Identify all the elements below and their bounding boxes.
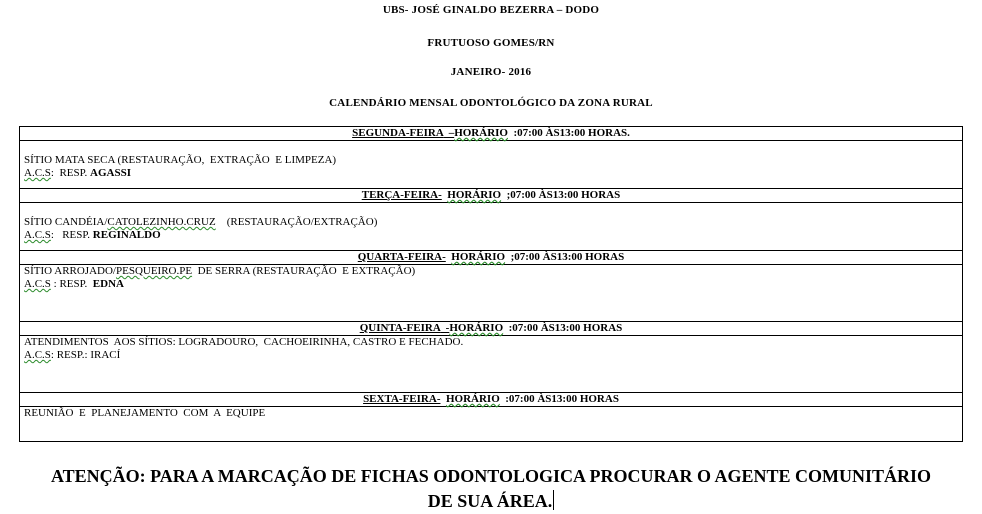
location-text-rest: (RESTAURAÇÃO/EXTRAÇÃO) xyxy=(215,216,378,228)
acs-resp-name: REGINALDO xyxy=(92,229,161,241)
day-time: :07:00 ÀS13:00 HORAS xyxy=(499,393,619,405)
location-text-marked: CATOLEZINHO.CRUZ xyxy=(107,216,216,228)
day-header-monday xyxy=(20,127,963,141)
location-text: SÍTIO ARROJADO/ xyxy=(24,265,116,277)
header-month: JANEIRO- 2016 xyxy=(450,66,532,78)
day-body-row xyxy=(20,141,963,189)
day-header-row xyxy=(20,189,963,203)
acs-line xyxy=(24,229,958,242)
location-text: SÍTIO MATA SECA (RESTAURAÇÃO, EXTRAÇÃO E LIMPEZA) xyxy=(24,154,337,166)
horario-word: HORÁRIO xyxy=(445,393,500,405)
day-time: ;07:00 ÀS13:00 HORAS xyxy=(505,251,625,263)
location-line xyxy=(24,336,958,349)
location-line xyxy=(24,154,958,167)
horario-word: HORÁRIO xyxy=(454,127,508,139)
horario-word: HORÁRIO xyxy=(447,189,502,201)
day-name: QUINTA-FEIRA xyxy=(359,322,441,334)
day-body-monday xyxy=(20,141,963,189)
location-line xyxy=(24,407,958,420)
day-time: :07:00 ÀS13:00 HORAS. xyxy=(507,127,630,139)
acs-resp-label: : RESP. xyxy=(50,229,93,241)
location-text-rest: DE SERRA (RESTAURAÇÃO E EXTRAÇÃO) xyxy=(192,265,416,277)
notice-line-1: ATENÇÃO: PARA A MARCAÇÃO DE FICHAS ODONTOLOGICA PROCURAR O AGENTE COMUNITÁRIO xyxy=(50,466,932,486)
day-body-friday xyxy=(20,407,963,442)
day-body-wednesday xyxy=(20,265,963,322)
location-line xyxy=(24,265,958,278)
day-body-row xyxy=(20,336,963,393)
day-name: SEXTA-FEIRA- xyxy=(363,393,441,405)
header-calendar-title: CALENDÁRIO MENSAL ODONTOLÓGICO DA ZONA RURAL xyxy=(329,97,653,109)
day-name: TERÇA-FEIRA- xyxy=(361,189,442,201)
day-body-tuesday xyxy=(20,203,963,251)
location-text: ATENDIMENTOS AOS SÍTIOS: LOGRADOURO, CACHOEIRINHA, CASTRO E FECHADO. xyxy=(24,336,464,348)
text-cursor xyxy=(553,490,554,510)
acs-resp-label: : RESP. xyxy=(50,167,91,179)
location-line xyxy=(24,216,958,229)
day-separator: – xyxy=(443,127,455,139)
day-body-thursday xyxy=(20,336,963,393)
header-city: FRUTUOSO GOMES/RN xyxy=(427,37,555,49)
location-text-marked: PESQUEIRO.PE xyxy=(115,265,193,277)
day-time: :07:00 ÀS13:00 HORAS xyxy=(503,322,623,334)
acs-line xyxy=(24,278,958,291)
schedule-table xyxy=(19,126,963,442)
day-name: SEGUNDA-FEIRA xyxy=(352,127,444,139)
day-time: ;07:00 ÀS13:00 HORAS xyxy=(501,189,621,201)
day-separator: - xyxy=(440,322,450,334)
day-header-row xyxy=(20,393,963,407)
day-header-row xyxy=(20,127,963,141)
day-body-row xyxy=(20,203,963,251)
acs-line xyxy=(24,349,958,362)
location-text: SÍTIO CANDÉIA/ xyxy=(24,216,108,228)
day-header-row xyxy=(20,322,963,336)
acs-resp-label: : RESP. xyxy=(50,278,93,290)
day-body-row xyxy=(20,265,963,322)
acs-label: A.C.S xyxy=(24,229,51,241)
day-header-tuesday xyxy=(20,189,963,203)
location-text: REUNIÃO E PLANEJAMENTO COM A EQUIPE xyxy=(24,407,266,419)
acs-label: A.C.S xyxy=(24,349,51,361)
day-header-thursday xyxy=(20,322,963,336)
header-unit-name: UBS- JOSÉ GINALDO BEZERRA – DODO xyxy=(382,4,600,16)
acs-line xyxy=(24,167,958,180)
acs-resp-name: AGASSI xyxy=(90,167,132,179)
day-header-row xyxy=(20,251,963,265)
acs-resp-name: EDNA xyxy=(92,278,124,290)
notice-line-2-text: DE SUA ÁREA. xyxy=(427,491,553,511)
day-name: QUARTA-FEIRA- xyxy=(357,251,446,263)
horario-word: HORÁRIO xyxy=(451,251,506,263)
acs-label: A.C.S xyxy=(24,167,51,179)
day-header-friday xyxy=(20,393,963,407)
horario-word: HORÁRIO xyxy=(449,322,504,334)
acs-resp-label: : RESP.: IRACÍ xyxy=(50,349,121,361)
day-header-wednesday xyxy=(20,251,963,265)
day-body-row xyxy=(20,407,963,442)
notice-line-2 xyxy=(0,488,982,514)
acs-label: A.C.S xyxy=(24,278,51,290)
